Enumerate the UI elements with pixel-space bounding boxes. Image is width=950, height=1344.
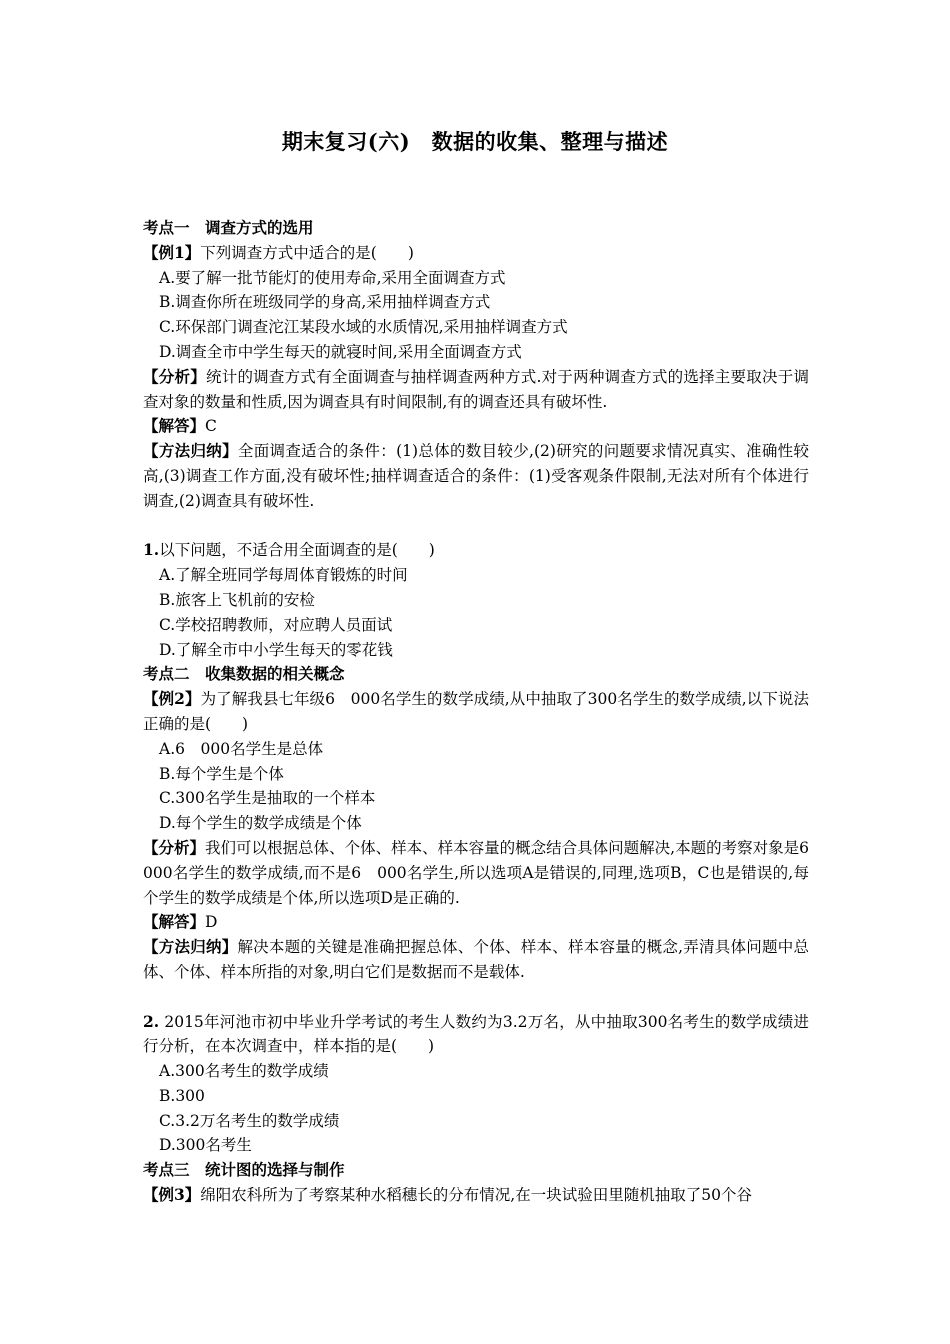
exercise-text: 2015年河池市初中毕业升学考试的考生人数约为3.2万名，从中抽取300名考生的数学成绩进行分析，在本次调查中，样本指的是( ) [143,1012,809,1056]
option-c: C.学校招聘教师，对应聘人员面试 [159,615,393,634]
option-c: C.300名学生是抽取的一个样本 [159,789,376,808]
option-b: B.调查你所在班级同学的身高,采用抽样调查方式 [159,293,491,312]
answer-line [143,910,809,935]
example-question [143,687,809,737]
section-heading: 考点二 收集数据的相关概念 [143,664,345,684]
option-b: B.300 [159,1086,205,1105]
spacer [143,985,809,1010]
option-c: C.环保部门调查沱江某段水域的水质情况,采用抽样调查方式 [159,318,568,337]
example-question [143,241,809,266]
example-question [143,1183,809,1208]
question-text: 下列调查方式中适合的是( ) [200,243,414,262]
option-a: A.6 000名学生是总体 [159,739,324,758]
answer-text: D [205,913,218,932]
answer-tag: 【解答】 [143,912,206,932]
method-tag: 【方法归纳】 [143,441,238,461]
document-body [143,216,825,1208]
option-d: D.每个学生的数学成绩是个体 [159,814,362,833]
section-heading: 考点一 调查方式的选用 [143,218,314,237]
analysis-text: 统计的调查方式有全面调查与抽样调查两种方式.对于两种调查方式的选择主要取决于调查对象的数量和性质,因为调查具有时间限制,有的调查还具有破坏性. [143,367,809,411]
answer-text: C [205,417,217,436]
exercise-question [143,538,809,563]
option-b: B.旅客上飞机前的安检 [159,590,315,609]
section-heading: 考点三 统计图的选择与制作 [143,1160,345,1180]
example-tag: 【例2】 [143,689,201,709]
option-c: C.3.2万名考生的数学成绩 [159,1111,340,1130]
analysis-text: 我们可以根据总体、个体、样本、样本容量的概念结合具体问题解决,本题的考察对象是6 000名学生的数学成绩,而不是6 000名学生,所以选项A是错误的,同理,选项B，C也是错误的,每个学生的数学成绩是个体,所以选项D是正确的. [143,838,825,907]
page-title: 期末复习(六) 数据的收集、整理与描述 [281,129,669,154]
example-tag: 【例1】 [143,242,201,262]
question-text: 绵阳农科所为了考察某种水稻穗长的分布情况,在一块试验田里随机抽取了50个谷 [200,1186,752,1205]
method-paragraph [143,439,809,513]
option-d: D.了解全市中小学生每天的零花钱 [159,640,393,659]
spacer [143,514,809,539]
exercise-number: 1. [143,540,160,560]
analysis-paragraph [143,365,809,415]
option-a: A.要了解一批节能灯的使用寿命,采用全面调查方式 [159,268,506,287]
exercise-text: 以下问题，不适合用全面调查的是( ) [159,541,435,560]
option-a: A.了解全班同学每周体育锻炼的时间 [159,566,408,585]
answer-line [143,414,809,439]
exercise-number: 2. [143,1011,160,1031]
analysis-tag: 【分析】 [143,837,206,857]
analysis-tag: 【分析】 [143,366,206,386]
option-d: D.300名考生 [159,1136,252,1155]
method-paragraph [143,935,809,985]
question-text: 为了解我县七年级6 000名学生的数学成绩,从中抽取了300名学生的数学成绩,以下说法正确的是( ) [143,690,809,733]
option-a: A.300名考生的数学成绩 [159,1062,329,1081]
option-d: D.调查全市中学生每天的就寝时间,采用全面调查方式 [159,342,522,361]
method-text: 解决本题的关键是准确把握总体、个体、样本、样本容量的概念,弄清具体问题中总体、个体、样本所指的对象,明白它们是数据而不是载体. [143,938,809,981]
exercise-question [143,1010,809,1060]
analysis-paragraph [143,836,825,910]
option-b: B.每个学生是个体 [159,764,284,783]
method-tag: 【方法归纳】 [143,937,238,957]
example-tag: 【例3】 [143,1185,201,1205]
method-text: 全面调查适合的条件：(1)总体的数目较少,(2)研究的问题要求情况真实、准确性较高,(3)调查工作方面,没有破坏性;抽样调查适合的条件：(1)受客观条件限制,无法对所有个体进行调查,(2)调查具有破坏性. [143,442,809,510]
answer-tag: 【解答】 [143,416,206,436]
